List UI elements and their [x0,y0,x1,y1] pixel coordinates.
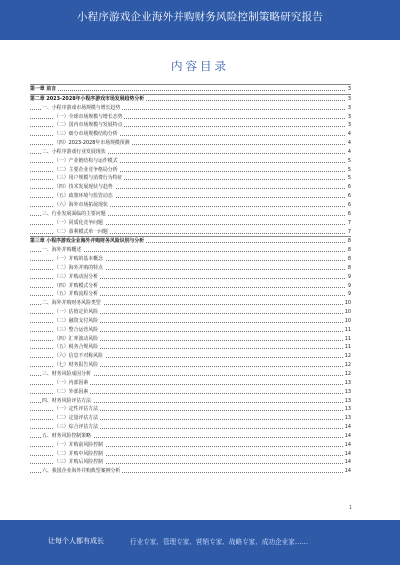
toc-entry[interactable] [30,308,351,317]
toc-entry[interactable] [30,467,351,476]
toc-entry-page: 3 [347,95,351,102]
toc-entry-page: 12 [344,371,351,377]
toc-entry[interactable] [30,273,351,282]
toc-entry-label: 四、财务风险评估方法 [42,397,91,404]
toc-entry-label: （三）并购后风险控制 [54,459,103,466]
toc-entry-label: （六）海外市场拓展现状 [54,201,108,208]
toc-entry-label: （一）定性评估方法 [54,406,99,413]
toc-entry[interactable] [30,174,351,183]
toc-entry-label: 六、我国企业海外并购典型案例分析 [42,468,121,475]
toc-entry[interactable] [30,113,351,122]
toc-entry[interactable] [30,370,351,379]
page-number: 1 [348,505,352,511]
footer-bar [0,520,400,565]
toc-entry-page: 9 [347,291,351,298]
toc-entry-label: （一）并购前风险控制 [54,441,103,448]
toc-entry-label: （一）内部因素 [54,379,89,386]
toc-entry-page: 14 [344,450,351,457]
toc-entry-page: 6 [347,184,351,191]
toc-entry[interactable] [30,405,351,414]
toc-entry-label: 第二章 2023-2028年小程序游戏市场发展趋势分析 [30,95,145,102]
toc-entry-label: （一）估值定价风险 [54,309,99,316]
toc-entry[interactable] [30,210,351,219]
toc-entry-page: 13 [344,397,351,404]
toc-entry-page: 8 [347,264,351,271]
toc-entry-label: 一、小程序游戏市场规模与增长趋势 [42,104,121,111]
toc-entry-label: （二）盈利模式单一问题 [54,228,108,235]
toc-entry-label: （三）细分市场规模结构分析 [54,131,118,138]
toc-entry[interactable] [30,246,351,255]
toc-entry[interactable] [30,183,351,192]
toc-entry-page: 9 [347,273,351,280]
toc-entry[interactable] [30,166,351,175]
toc-entry-page: 13 [344,388,351,395]
toc-entry-page: 5 [347,175,351,182]
toc-entry-label: （一）全球市场规模与增长态势 [54,113,123,120]
toc-entry[interactable] [30,264,351,273]
toc-entry-label: （一）同质化竞争问题 [54,219,103,226]
toc-entry-page: 8 [347,247,351,254]
toc-entry-label: （三）用户规模与消费行为特征 [54,175,123,182]
toc-entry-page: 11 [344,344,351,351]
toc-entry-page: 9 [347,282,351,289]
toc-entry[interactable] [30,130,351,139]
toc-entry-page: 7 [347,219,351,226]
toc-entry[interactable] [30,397,351,406]
toc-entry[interactable] [30,121,351,130]
toc-entry-page: 11 [344,326,351,333]
toc-entry-page: 3 [347,113,351,120]
report-title: 小程序游戏企业海外并购财务风险控制策略研究报告 [76,11,324,23]
toc-entry[interactable] [30,432,351,441]
toc-entry-label: （三）并购动因分析 [54,273,99,280]
toc-entry[interactable] [30,104,351,113]
toc-entry-label: （一）并购的基本概念 [54,256,103,263]
toc-entry[interactable] [30,352,351,361]
toc-entry-label: （二）国内市场规模与发展特点 [54,122,123,129]
toc-entry-label: （五）税务合规风险 [54,344,99,351]
toc-entry-page: 6 [347,193,351,200]
toc-entry-label: 二、小程序游戏行业发展现状 [42,148,106,155]
toc-entry-page: 12 [344,362,351,369]
toc-entry-label: （七）财务报告风险 [54,362,99,369]
toc-entry-page: 7 [347,228,351,235]
toc-entry-label: （二）并购中风险控制 [54,450,103,457]
toc-entry-label: （二）海外并购的特点 [54,264,103,271]
toc-entry-page: 10 [344,309,351,316]
toc-entry[interactable] [30,379,351,388]
toc-entry-page: 14 [344,441,351,448]
toc-entry-page: 10 [344,317,351,324]
toc-entry-page: 3 [347,104,351,111]
toc-entry-page: 10 [344,300,351,307]
toc-entry-label: （四）2023-2028年市场规模预测 [54,140,130,147]
toc-entry[interactable] [30,343,351,352]
toc-entry-label: （二）定量评估方法 [54,415,99,422]
toc-entry[interactable] [30,201,351,210]
toc-dot-leader [30,90,345,91]
toc-entry-label: （四）并购模式分析 [54,282,99,289]
toc-entry-page: 8 [347,238,351,245]
toc-entry-label: （二）融资支付风险 [54,317,99,324]
toc-entry-page: 14 [344,432,351,439]
toc-entry[interactable] [30,94,351,104]
toc-entry-page: 13 [344,415,351,422]
toc-entry-page: 14 [344,459,351,466]
toc-entry-page: 12 [344,353,351,360]
toc-entry-page: 14 [344,468,351,475]
toc-entry[interactable] [30,317,351,326]
toc-entry-page: 11 [344,335,351,342]
toc-entry-page: 4 [347,131,351,138]
toc-entry-page: 13 [344,406,351,413]
toc-entry-page: 13 [344,379,351,386]
toc-entry-page: 3 [347,122,351,129]
toc-entry[interactable] [30,290,351,299]
toc-entry[interactable] [30,326,351,335]
toc-entry[interactable] [30,219,351,228]
footer-slogan: 让每个人都有成长 [48,537,104,545]
toc-entry[interactable] [30,388,351,397]
toc-entry-label: （四）汇率波动风险 [54,335,99,342]
toc-entry[interactable] [30,458,351,467]
toc-entry[interactable] [30,414,351,423]
toc-entry-page: 14 [344,424,351,431]
toc-entry[interactable] [30,450,351,459]
table-of-contents [30,84,351,476]
toc-entry-page: 4 [347,140,351,147]
toc-entry[interactable] [30,299,351,308]
toc-entry[interactable] [30,441,351,450]
toc-entry[interactable] [30,236,351,246]
toc-entry[interactable] [30,139,351,148]
toc-entry-page: 8 [347,256,351,263]
toc-entry[interactable] [30,148,351,157]
toc-entry-page: 5 [347,166,351,173]
toc-entry-label: 三、财务风险成因分析 [42,371,91,377]
toc-entry[interactable] [30,255,351,264]
toc-entry-label: 一、海外并购概述 [42,247,82,254]
toc-entry-page: 3 [347,86,351,92]
toc-entry[interactable] [30,157,351,166]
toc-entry[interactable] [30,423,351,432]
toc-entry[interactable] [30,228,351,237]
toc-entry[interactable] [30,192,351,201]
header-bar [0,0,400,40]
toc-entry-page: 4 [347,148,351,155]
toc-entry-label: 第一章 前言 [30,86,57,92]
toc-entry[interactable] [30,84,351,94]
toc-entry[interactable] [30,361,351,370]
toc-entry-label: （三）综合评估方法 [54,424,99,431]
toc-entry-label: （二）主要企业竞争格局分析 [54,166,118,173]
toc-entry-label: 二、海外并购财务风险类型 [42,300,101,307]
toc-entry-label: 五、财务风险控制策略 [42,432,91,439]
toc-entry-label: 第三章 小程序游戏企业海外并购财务风险识别与分析 [30,238,145,245]
toc-entry[interactable] [30,335,351,344]
toc-entry-label: （六）信息不对称风险 [54,353,103,360]
toc-entry-label: 三、行业发展面临的主要问题 [42,210,106,217]
footer-tagline: 行业专家、管理专家、营销专家、战略专家、成功企业家…… [130,538,309,546]
toc-entry[interactable] [30,282,351,291]
toc-entry-label: （五）政策环境与监管动态 [54,193,113,200]
toc-entry-page: 6 [347,210,351,217]
toc-entry-label: （四）技术发展现状与趋势 [54,184,113,191]
toc-entry-label: （一）产业链结构与运作模式 [54,157,118,164]
toc-entry-label: （三）整合运营风险 [54,326,99,333]
toc-entry-label: （五）并购流程分析 [54,291,99,298]
toc-entry-label: （二）外部因素 [54,388,89,395]
toc-heading: 内容目录 [171,59,229,73]
toc-entry-page: 5 [347,157,351,164]
toc-entry-page: 6 [347,201,351,208]
